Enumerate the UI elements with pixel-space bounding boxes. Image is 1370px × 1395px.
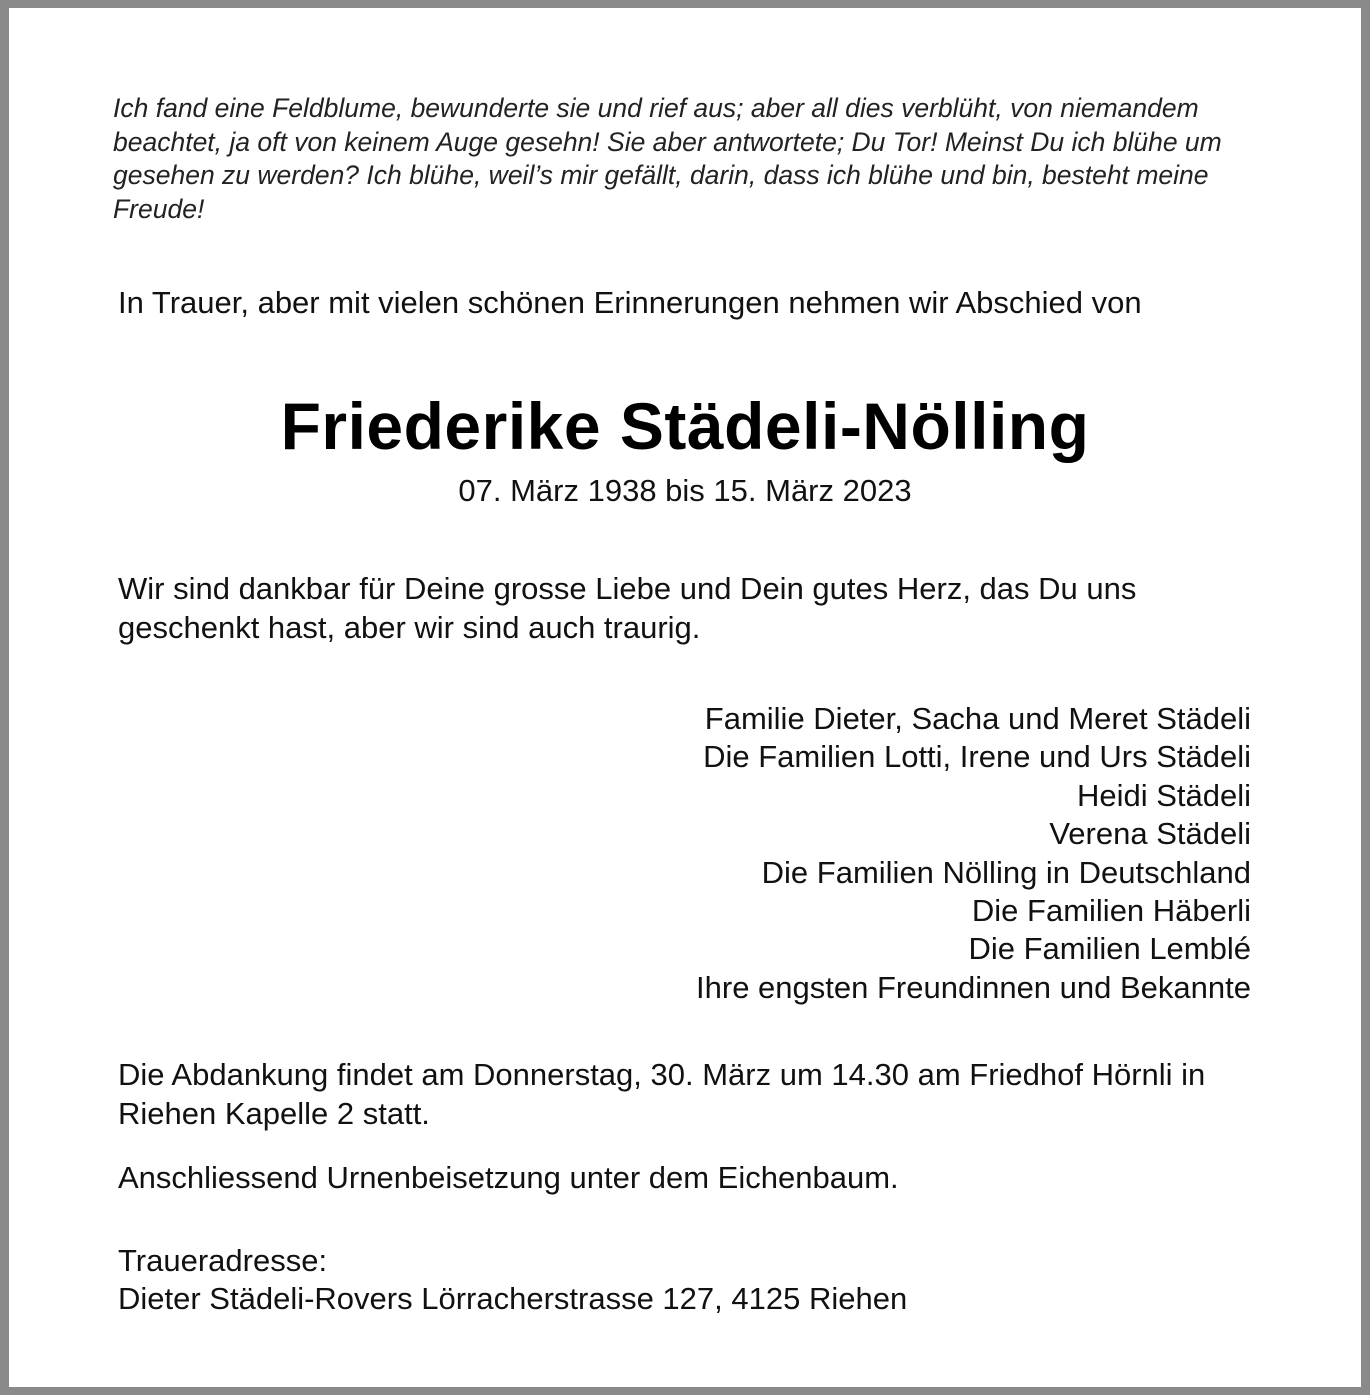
mourning-address: Dieter Städeli-Rovers Lörracherstrasse 127, 4125 Riehen xyxy=(118,1281,908,1316)
mourner-item: Familie Dieter, Sacha und Meret Städeli xyxy=(704,701,1251,736)
intro-text: In Trauer, aber mit vielen schönen Erinnerungen nehmen wir Abschied von xyxy=(118,285,1142,320)
mourners-list xyxy=(696,700,1251,1007)
mourner-item: Die Familien Nölling in Deutschland xyxy=(761,854,1251,890)
mourner-item: Die Familien Lotti, Irene und Urs Städeli xyxy=(703,739,1251,775)
mourning-address-label: Traueradresse: xyxy=(118,1243,328,1278)
urn-burial-info: Anschliessend Urnenbeisetzung unter dem Eichenbaum. xyxy=(118,1160,899,1195)
mourner-item: Die Familien Häberli xyxy=(971,893,1251,929)
poem-quote: Ich fand eine Feldblume, bewunderte sie und rief aus; aber all dies verblüht, von niemandem beachtet, ja oft von keinem Auge gesehn! Sie aber antwortete; Du Tor! Meinst Du ich blühe um gesehen zu werden? Ich blühe, weil’s mir gefällt, darin, dass ich blühe und bin, besteht meine Freude! xyxy=(113,93,1222,224)
mourner-item: Verena Städeli xyxy=(1049,816,1251,852)
mourner-item: Ihre engsten Freundinnen und Bekannte xyxy=(696,969,1251,1005)
obituary-card xyxy=(9,8,1361,1387)
mourner-item: Die Familien Lemblé xyxy=(968,931,1251,967)
mourner-item: Heidi Städeli xyxy=(1076,777,1251,813)
thanks-text: Wir sind dankbar für Deine grosse Liebe und Dein gutes Herz, das Du uns geschenkt hast, aber wir sind auch traurig. xyxy=(118,571,1137,645)
deceased-name: Friederike Städeli-Nölling xyxy=(280,389,1090,463)
ceremony-info: Die Abdankung findet am Donnerstag, 30. März um 14.30 am Friedhof Hörnli in Riehen Kapelle 2 statt. xyxy=(118,1057,1206,1131)
life-dates: 07. März 1938 bis 15. März 2023 xyxy=(458,473,912,508)
